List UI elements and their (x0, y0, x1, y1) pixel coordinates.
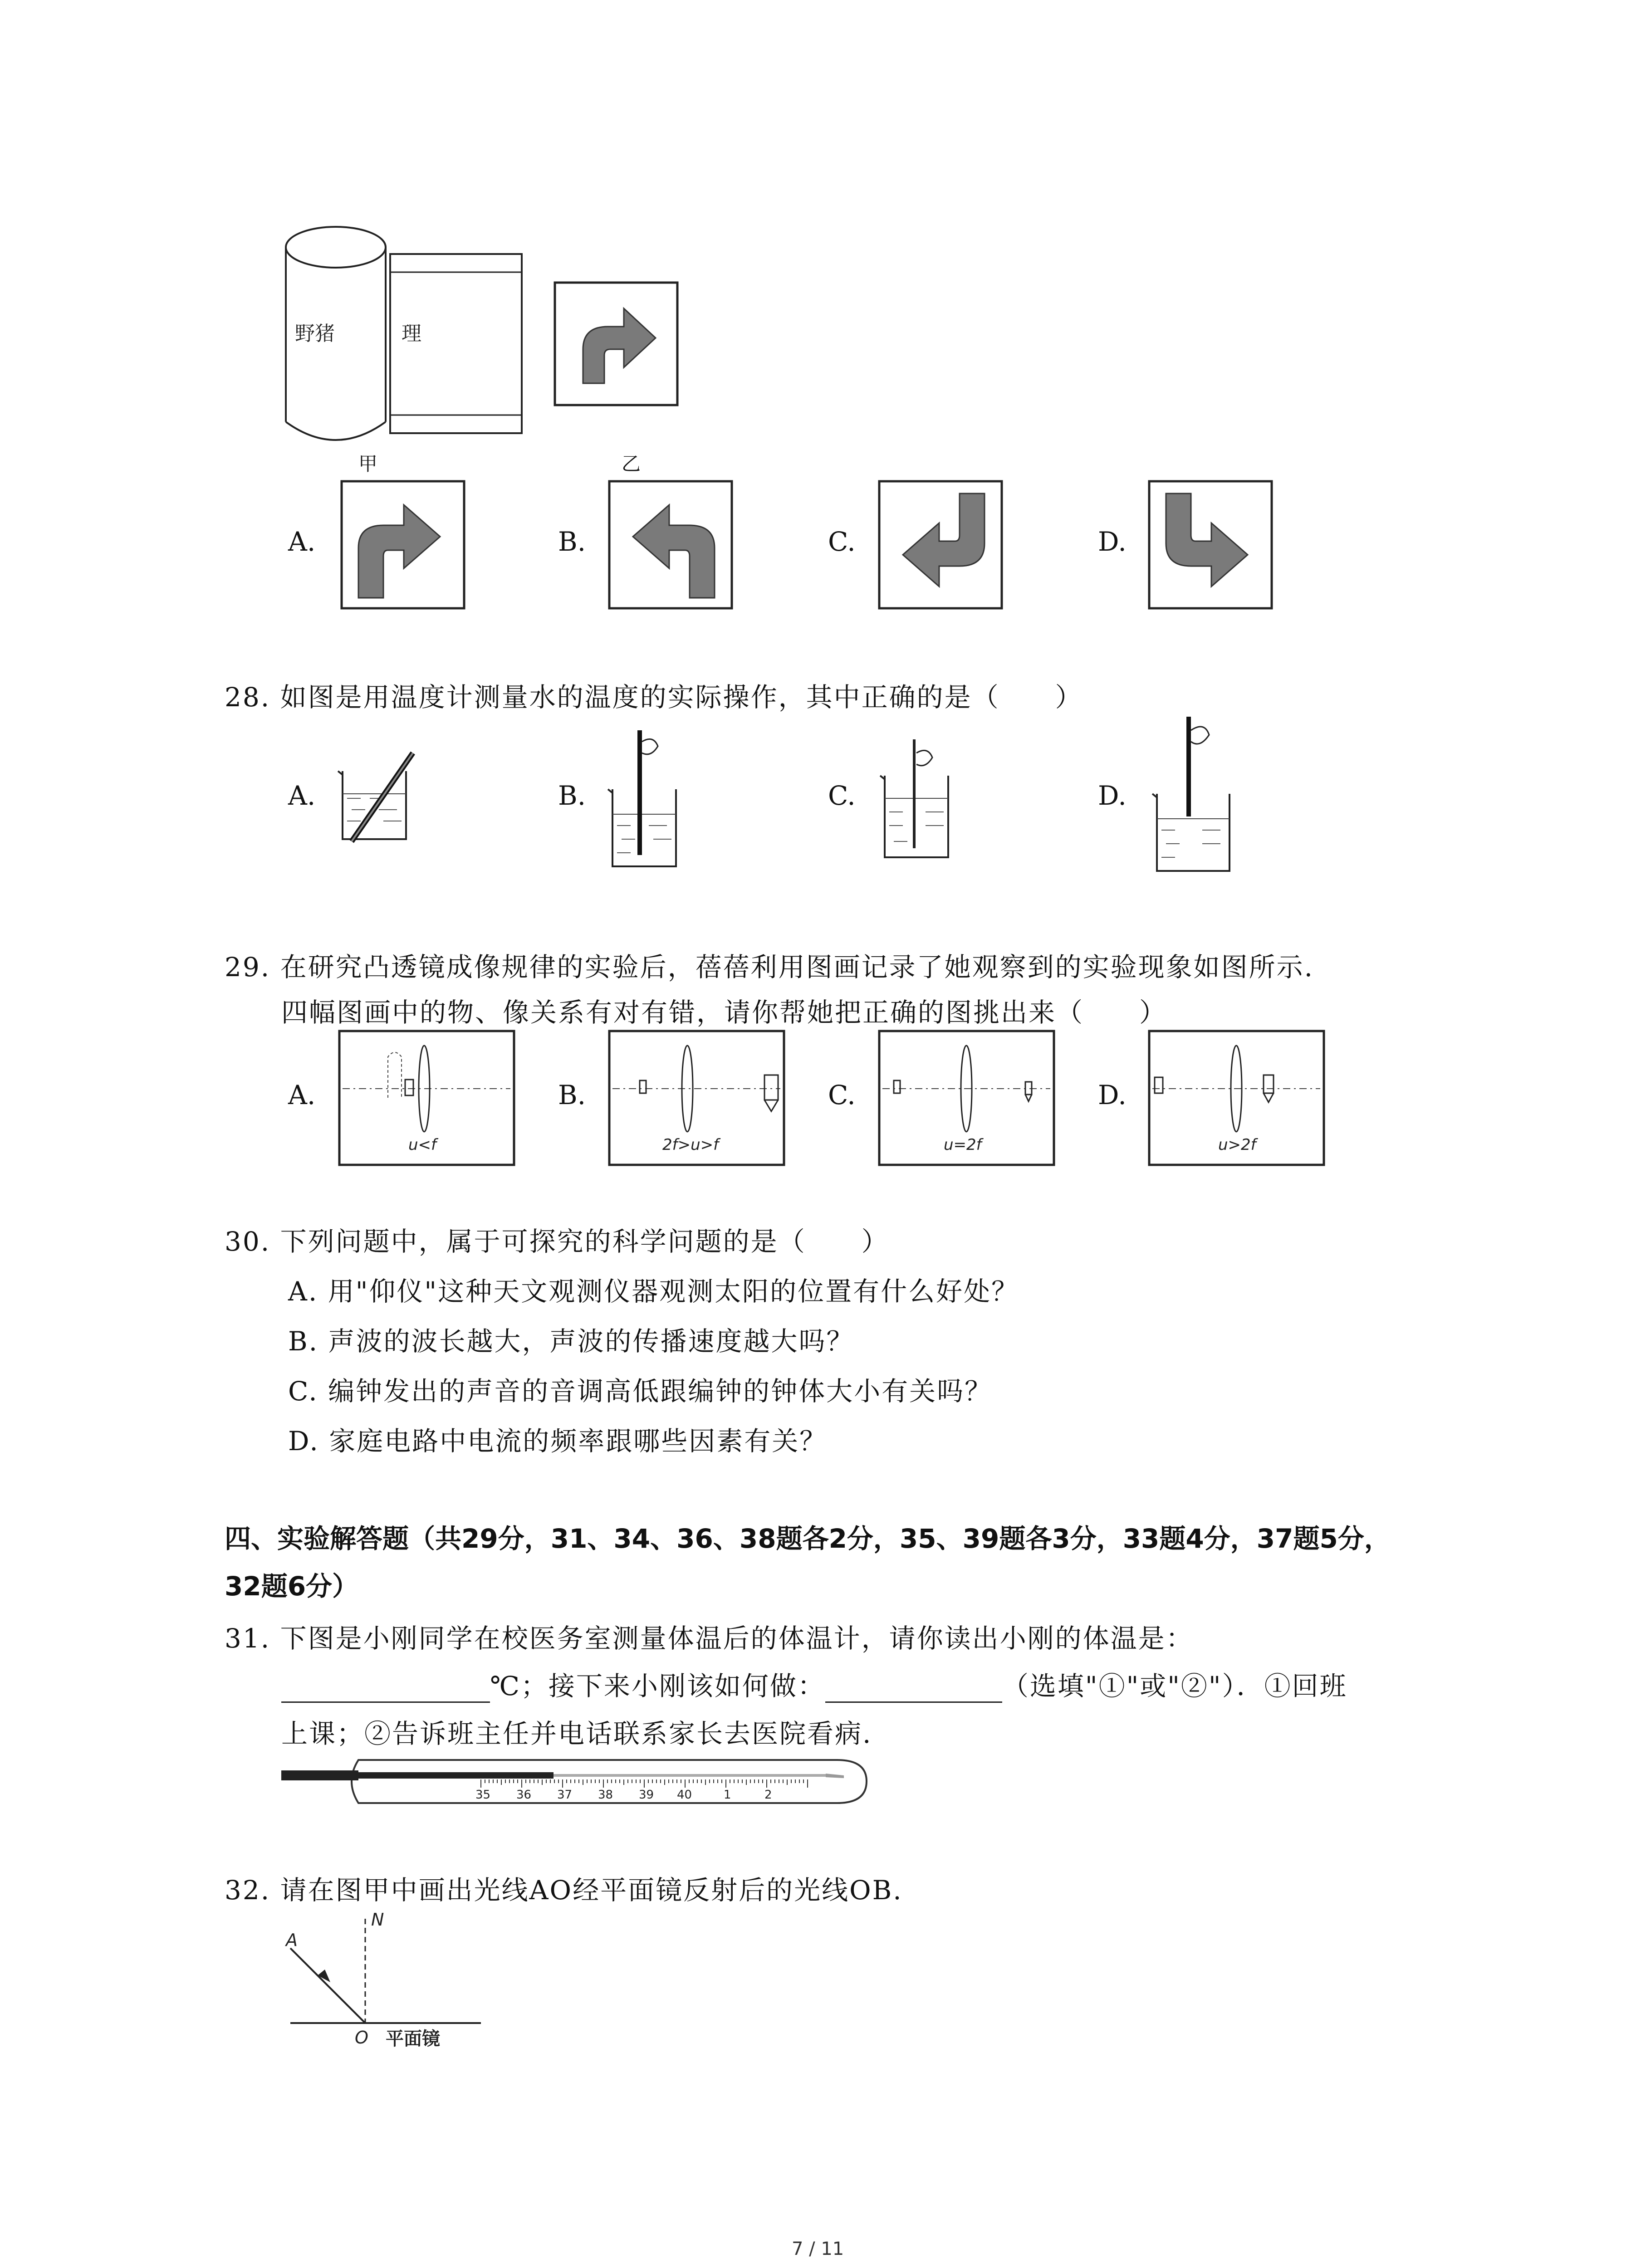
q31-scale-36: 36 (516, 1788, 532, 1802)
q32-mirror-label: 平面镜 (386, 2028, 440, 2049)
q27-option-d-image (1148, 480, 1275, 611)
q31-scale-40: 40 (677, 1788, 692, 1802)
q31-temperature-blank[interactable] (281, 1675, 490, 1703)
q32-label-a: A (286, 1930, 298, 1950)
q31-choice-blank[interactable] (825, 1675, 1002, 1703)
q27-option-d-label: D. (1098, 526, 1127, 557)
q32-mirror-diagram (281, 1905, 517, 2055)
q29-option-d-diagram (1148, 1030, 1329, 1170)
q31-unit-text: ℃；接下来小刚该如何做： (490, 1671, 825, 1701)
q27-figure-yi (554, 281, 681, 408)
q31-scale-37: 37 (557, 1788, 573, 1802)
q27-option-c-image (878, 480, 1005, 611)
q27-option-b-label: B. (558, 526, 586, 557)
q28-option-b-beaker (603, 726, 694, 871)
q30-choice-a: A. 用"仰仪"这种天文观测仪器观测太阳的位置有什么好处？ (288, 1276, 1019, 1307)
q28-option-d-beaker (1148, 712, 1248, 875)
q29-option-c-diagram (878, 1030, 1059, 1170)
q31-question-line2 (281, 1665, 1347, 1703)
q31-scale-38: 38 (598, 1788, 613, 1802)
q29-option-c-caption: u=2f (944, 1136, 982, 1154)
page-number: 7 / 11 (792, 2239, 844, 2259)
q32-question-text: 32. 请在图甲中画出光线AO经平面镜反射后的光线OB. (225, 1875, 903, 1906)
q28-option-d-label: D. (1098, 780, 1127, 811)
q28-option-a-label: A. (288, 780, 316, 811)
q30-question-text: 30. 下列问题中，属于可探究的科学问题的是（ ） (225, 1226, 889, 1257)
q29-option-b-diagram (608, 1030, 789, 1170)
q28-option-a-beaker (333, 744, 424, 848)
q29-option-a-diagram (338, 1030, 519, 1170)
q31-scale-1: 1 (724, 1788, 731, 1802)
q31-question-line3: 上课；②告诉班主任并电话联系家长去医院看病. (281, 1718, 872, 1749)
q29-question-line1: 29. 在研究凸透镜成像规律的实验后，蓓蓓利用图画记录了她观察到的实验现象如图所示. (225, 952, 1314, 982)
q28-option-b-label: B. (558, 780, 586, 811)
q29-question-line2: 四幅图画中的物、像关系有对有错，请你帮她把正确的图挑出来（ ） (281, 997, 1167, 1028)
q27-figure-jia (281, 222, 535, 476)
q28-option-c-beaker (876, 735, 966, 862)
q29-option-a-caption: u<f (408, 1136, 437, 1154)
q30-choice-b: B. 声波的波长越大，声波的传播速度越大吗？ (288, 1326, 854, 1357)
q27-book-label-left: 野猪 (295, 322, 335, 345)
q30-choice-d: D. 家庭电路中电流的频率跟哪些因素有关？ (288, 1426, 828, 1457)
q32-label-n: N (371, 1910, 384, 1930)
q29-option-d-label: D. (1098, 1080, 1127, 1110)
section-4-heading-line2: 32题6分） (225, 1571, 359, 1602)
q27-book-label-right: 理 (402, 322, 421, 345)
q29-option-b-label: B. (558, 1080, 586, 1110)
q31-scale-35: 35 (475, 1788, 491, 1802)
q30-choice-c: C. 编钟发出的声音的音调高低跟编钟的钟体大小有关吗？ (288, 1376, 993, 1407)
q31-question-line1: 31. 下图是小刚同学在校医务室测量体温后的体温计，请你读出小刚的体温是： (225, 1623, 1194, 1654)
q31-thermometer (281, 1753, 880, 1812)
q31-scale-2: 2 (764, 1788, 772, 1802)
q29-option-d-caption: u>2f (1218, 1136, 1256, 1154)
q29-option-c-label: C. (828, 1080, 856, 1110)
q31-scale-39: 39 (639, 1788, 654, 1802)
q27-fig-jia-label: 甲 (358, 453, 378, 475)
q29-option-b-caption: 2f>u>f (662, 1136, 719, 1154)
q27-option-a-image (340, 480, 467, 611)
q27-option-b-image (608, 480, 735, 611)
q28-option-c-label: C. (828, 780, 856, 811)
q27-option-a-label: A. (288, 526, 316, 557)
q27-fig-yi-label: 乙 (622, 453, 641, 475)
section-4-heading-line1: 四、实验解答题（共29分，31、34、36、38题各2分，35、39题各3分，33题4分，37题5分， (225, 1523, 1391, 1554)
q27-option-c-label: C. (828, 526, 856, 557)
q28-question-text: 28. 如图是用温度计测量水的温度的实际操作，其中正确的是（ ） (225, 682, 1083, 713)
q32-label-o: O (355, 2028, 368, 2048)
q31-line2-tail: （选填"①"或"②"）．①回班 (1002, 1671, 1347, 1701)
q29-option-a-label: A. (288, 1080, 316, 1110)
